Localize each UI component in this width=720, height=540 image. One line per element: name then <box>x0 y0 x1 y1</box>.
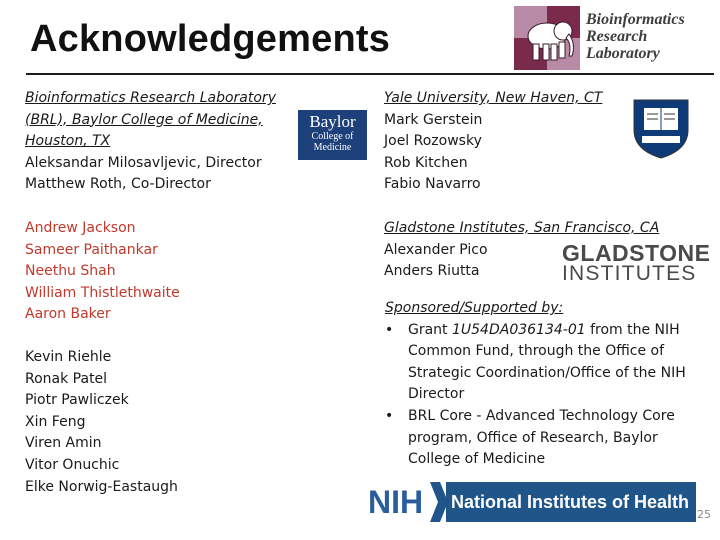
person-name: Rob Kitchen <box>384 154 468 171</box>
person-name: Piotr Pawliczek <box>25 392 129 409</box>
person-name: Elke Norwig-Eastaugh <box>25 478 178 495</box>
gladstone-logo: GLADSTONE INSTITUTES <box>562 240 711 285</box>
baylor-heading-line3: Houston, TX <box>25 133 111 150</box>
person-name: Andrew Jackson <box>25 220 136 236</box>
person-name: Aleksandar Milosavljevic, Director <box>25 154 262 171</box>
baylor-heading-line2: (BRL), Baylor College of Medicine, <box>25 111 263 128</box>
gladstone-heading: Gladstone Institutes, San Francisco, CA <box>384 220 660 236</box>
bullet-icon: • <box>385 407 394 424</box>
person-name: William Thistlethwaite <box>25 284 180 301</box>
page-title: Acknowledgements <box>30 18 391 60</box>
nih-abbr: NIH <box>368 484 424 520</box>
baylor-heading: Bioinformatics Research Laboratory <box>25 90 276 106</box>
sponsors-section <box>385 298 698 471</box>
yale-section <box>384 88 602 196</box>
person-name: Anders Riutta <box>384 263 480 280</box>
person-name: Kevin Riehle <box>25 349 112 365</box>
person-name: Sameer Paithankar <box>25 241 158 258</box>
person-name: Ronak Patel <box>25 370 108 387</box>
person-name: Mark Gerstein <box>384 111 483 128</box>
baylor-group <box>25 347 178 498</box>
nih-logo <box>368 480 696 524</box>
yale-heading: Yale University, New Haven, CT <box>384 90 603 106</box>
brl-logo-text: Bioinformatics Research Laboratory <box>586 11 685 62</box>
person-name: Xin Feng <box>25 413 86 430</box>
person-name: Fabio Navarro <box>384 176 481 193</box>
bullet-icon: • <box>385 321 394 338</box>
person-name: Vitor Onuchic <box>25 456 120 473</box>
baylor-logo: Baylor College of Medicine <box>298 110 367 160</box>
yale-shield-logo <box>630 96 692 160</box>
title-divider <box>26 73 714 75</box>
person-name: Joel Rozowsky <box>384 133 482 150</box>
person-name: Alexander Pico <box>384 241 488 258</box>
nih-full-name: National Institutes of Health <box>446 482 696 522</box>
sponsor-item: • BRL Core - Advanced Technology Core program, Office of Research, Baylor College of Medicine <box>385 407 675 468</box>
baylor-red-group <box>25 218 180 326</box>
nih-chevron-icon <box>428 480 448 524</box>
grant-number: 1U54DA036134-01 <box>452 321 586 338</box>
page-number: 25 <box>697 508 711 521</box>
baylor-section <box>25 88 276 196</box>
person-name: Viren Amin <box>25 435 102 452</box>
person-name: Neethu Shah <box>25 263 116 280</box>
sponsor-item: • Grant 1U54DA036134-01 from the NIH Common Fund, through the Office of Strategic Coordination/Office of the NIH Director <box>385 321 686 403</box>
brl-elephant-logo <box>514 6 580 70</box>
person-name: Aaron Baker <box>25 306 111 323</box>
sponsors-heading: Sponsored/Supported by: <box>385 300 564 316</box>
person-name: Matthew Roth, Co-Director <box>25 176 211 193</box>
